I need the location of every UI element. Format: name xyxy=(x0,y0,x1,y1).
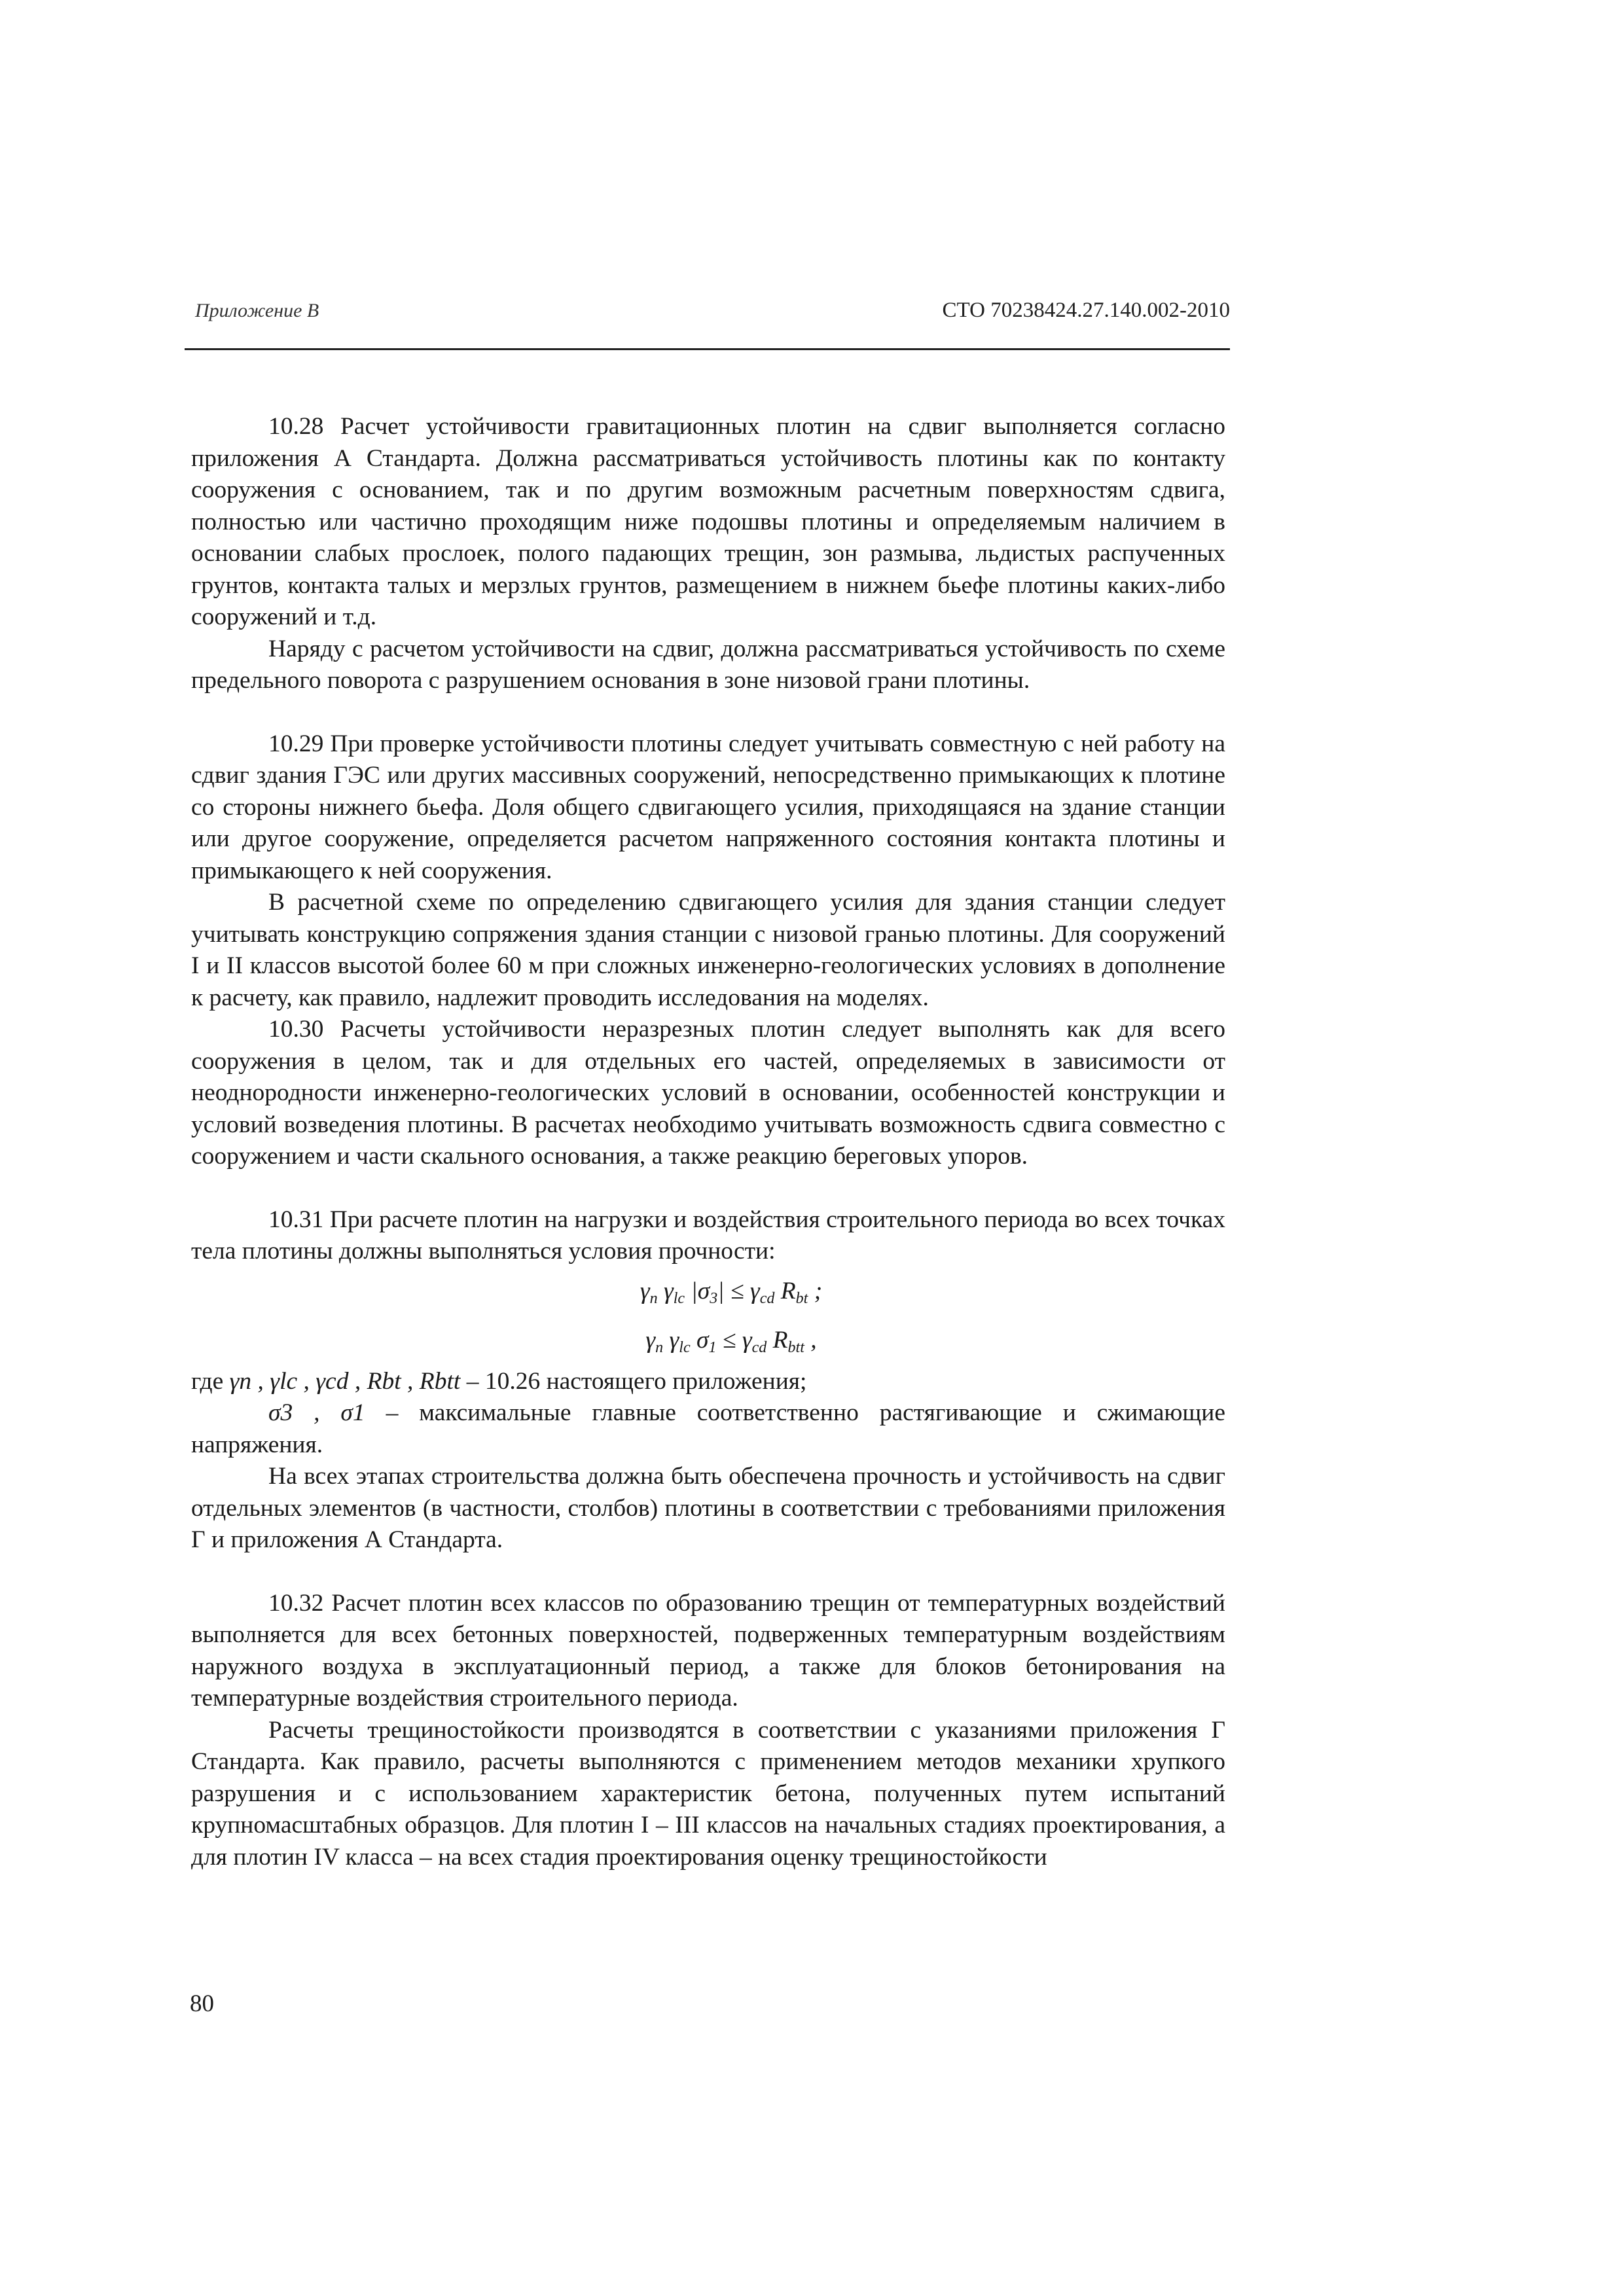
paragraph-10-30: 10.30 Расчеты устойчивости неразрезных плотин следует выполнять как для всего сооружения в целом, так и для отдельных его частей, определяемых в зависимости от неоднородности инженерно-геологических условий в основании, особенностей конструкции и условий возведения плотины. В расчетах необходимо учитывать возможность сдвига совместно с сооружением и части скального основания, а также реакцию береговых упоров. xyxy=(191,1016,1225,1170)
paragraph-construction-stages: На всех этапах строительства должна быть обеспечена прочность и устойчивость на сдвиг отдельных элементов (в частности, столбов) плотины в соответствии с требованиями приложения Г и приложения А Стандарта. xyxy=(191,1463,1225,1553)
sigma-suffix: – максимальные главные соответственно растягивающие и сжимающие напряжения. xyxy=(191,1399,1226,1458)
header-appendix-label: Приложение В xyxy=(195,300,319,321)
paragraph-sigma-definition: σ3 , σ1 – максимальные главные соответственно растягивающие и сжимающие напряжения. xyxy=(191,1399,1226,1458)
paragraph-shear-scheme: В расчетной схеме по определению сдвигающего усилия для здания станции следует учитывать конструкцию сопряжения здания станции с низовой гранью плотины. Для сооружений I и II классов высотой более 60 м при сложных инженерно-геологических условиях в дополнение к расчету, как правило, надлежит проводить исследования на моделях. xyxy=(191,889,1225,1011)
body-text xyxy=(191,411,1225,1873)
formula-1: $\gamma_n$ $\gamma_{lc}$ $|\sigma_3| \le \gamma_{cd}$ $R_{bt}$ ; xyxy=(640,1277,823,1307)
formula-2: $\gamma_n$ $\gamma_{lc}$ $\sigma_1 \le \gamma_{cd}$ $R_{btt}$ , xyxy=(645,1326,817,1356)
paragraph-rotation: Наряду с расчетом устойчивости на сдвиг, должна рассматриваться устойчивость по схеме предельного поворота с разрушением основания в зоне низовой грани плотины. xyxy=(191,635,1225,694)
page-number: 80 xyxy=(190,1990,214,2017)
where-prefix: где xyxy=(191,1367,224,1395)
paragraph-where: где γn , γlc , γcd , Rbt , Rbtt – 10.26 настоящего приложения; xyxy=(191,1367,807,1395)
header-document-code: СТО 70238424.27.140.002-2010 xyxy=(942,298,1230,322)
paragraph-10-32: 10.32 Расчет плотин всех классов по образованию трещин от температурных воздействий выполняется для всех бетонных поверхностей, подверженных температурным воздействиям наружного воздуха в эксплуатационный период, а также для блоков бетонирования на температурные воздействия строительного периода. xyxy=(191,1589,1225,1712)
paragraph-10-31: 10.31 При расчете плотин на нагрузки и воздействия строительного периода во всех точках тела плотины должны выполняться условия прочности: xyxy=(191,1206,1225,1265)
paragraph-10-29: 10.29 При проверке устойчивости плотины следует учитывать совместную с ней работу на сдвиг здания ГЭС или других массивных сооружений, непосредственно примыкающих к плотине со стороны нижнего бьефа. Доля общего сдвигающего усилия, приходящаяся на здание станции или другое сооружение, определяется расчетом напряженного состояния контакта плотины и примыкающего к ней сооружения. xyxy=(191,730,1225,884)
paragraph-10-28: 10.28 Расчет устойчивости гравитационных плотин на сдвиг выполняется согласно приложения А Стандарта. Должна рассматриваться устойчивость плотины как по контакту сооружения с основанием, так и по другим возможным расчетным поверхностям сдвига, полностью или частично проходящим ниже подошвы плотины и определяемым наличием в основании слабых прослоек, полого падающих трещин, зон размыва, льдистых распученных грунтов, контакта талых и мерзлых грунтов, размещением в нижнем бьефе плотины каких-либо сооружений и т.д. xyxy=(191,413,1225,630)
where-suffix: – 10.26 настоящего приложения; xyxy=(466,1367,807,1395)
paragraph-crack-resistance: Расчеты трещиностойкости производятся в соответствии с указаниями приложения Г Стандарта. Как правило, расчеты выполняются с применением методов механики хрупкого разрушения и с использованием характеристик бетона, полученных путем испытаний крупномасштабных образцов. Для плотин I – III классов на начальных стадиях проектирования, а для плотин IV класса – на всех стадия проектирования оценку трещиностойкости xyxy=(191,1716,1225,1871)
header-rule xyxy=(185,348,1230,350)
